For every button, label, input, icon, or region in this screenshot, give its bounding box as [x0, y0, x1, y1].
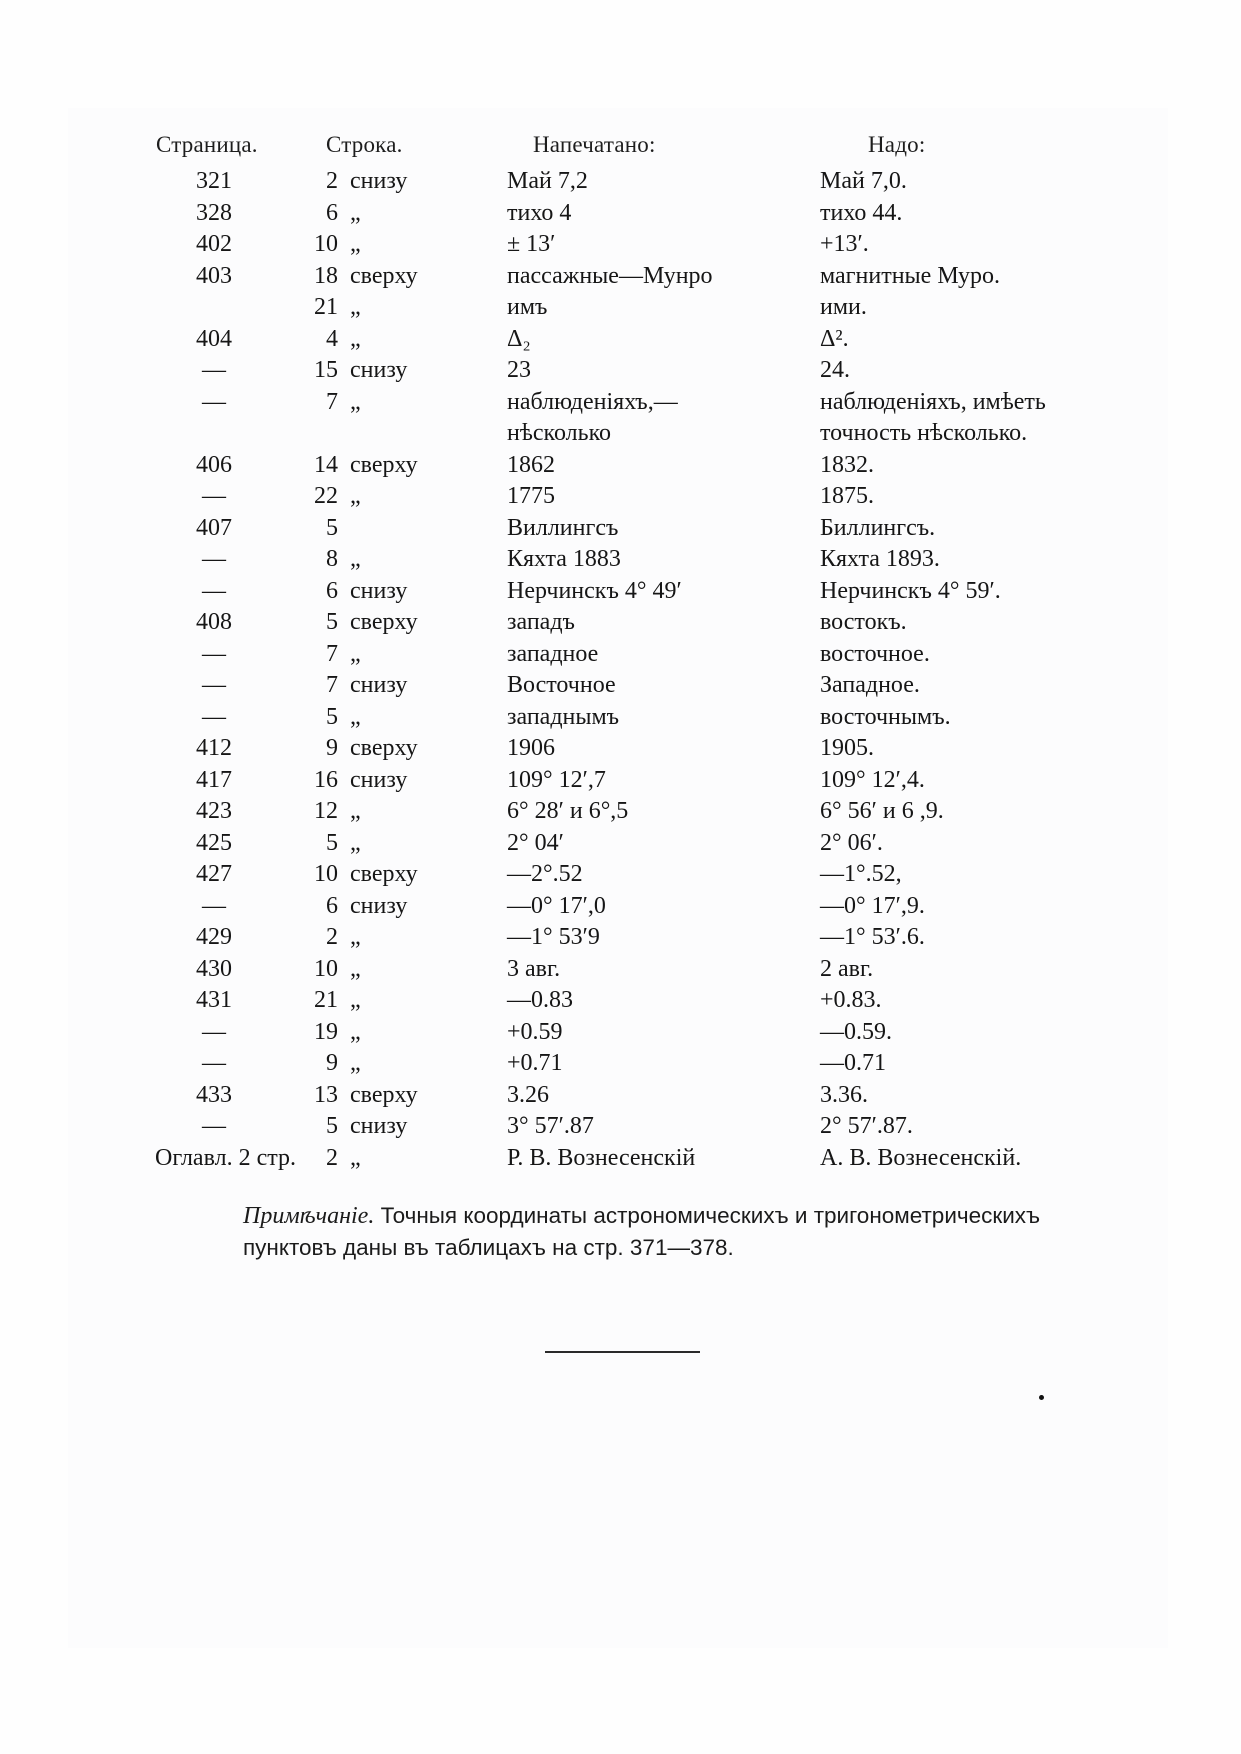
errata-table: [0, 168, 1241, 1176]
cell-direction: снизу: [350, 766, 408, 793]
table-row: [0, 452, 1241, 484]
cell-should-be: востокъ.: [820, 609, 907, 635]
cell-page: 423: [196, 798, 232, 824]
cell-should-be: +0.83.: [820, 987, 882, 1013]
table-row: [0, 1113, 1241, 1145]
table-row: [0, 294, 1241, 326]
cell-page: —: [202, 388, 226, 415]
cell-printed: 6° 28′ и 6°,5: [507, 798, 629, 824]
cell-printed: 1906: [507, 735, 555, 761]
table-row: [0, 483, 1241, 515]
cell-line: 21: [314, 294, 338, 320]
cell-should-be: 1905.: [820, 735, 874, 761]
footnote: [243, 1200, 1093, 1263]
cell-should-be: 1832.: [820, 451, 874, 478]
cell-page: —: [202, 357, 226, 383]
cell-direction: „: [350, 483, 361, 509]
header-should-be: Надо:: [868, 132, 926, 157]
table-row: [0, 200, 1241, 232]
cell-printed: 3 авг.: [507, 955, 561, 982]
cell-page: 406: [196, 451, 232, 478]
cell-direction: сверху: [350, 609, 418, 635]
table-row: [0, 326, 1241, 358]
cell-line: 16: [314, 766, 338, 793]
cell-printed: ± 13′: [507, 231, 556, 257]
cell-direction: „: [350, 199, 361, 226]
cell-line: 5: [326, 609, 338, 635]
cell-line: 6: [326, 577, 338, 604]
footnote-text: Точныя координаты астрономическихъ и тригонометрическихъ пунктовъ даны въ таблицахъ на стр. 371—378.: [243, 1203, 1041, 1260]
table-row: [0, 735, 1241, 767]
cell-direction: снизу: [350, 672, 408, 698]
cell-printed: Кяхта 1883: [507, 546, 621, 572]
cell-page: 433: [196, 1081, 232, 1108]
cell-should-be: Май 7,0.: [820, 168, 907, 194]
cell-direction: сверху: [350, 451, 418, 478]
table-row: [0, 168, 1241, 200]
cell-line: 22: [314, 483, 338, 509]
cell-direction: „: [350, 924, 361, 950]
cell-printed: —0° 17′,0: [507, 892, 606, 919]
table-row: [0, 641, 1241, 673]
cell-should-be: А. В. Вознесенскій.: [820, 1144, 1022, 1171]
header-line: Строка.: [326, 132, 403, 157]
section-divider: [545, 1351, 700, 1353]
cell-line: 7: [326, 672, 338, 698]
cell-direction: сверху: [350, 861, 418, 887]
cell-page: 408: [196, 609, 232, 635]
cell-page: —: [202, 703, 226, 730]
table-row: [0, 263, 1241, 295]
cell-should-be: 2 авг.: [820, 955, 874, 982]
cell-should-be: Нерчинскъ 4° 59′.: [820, 577, 1001, 604]
cell-printed: +0.71: [507, 1050, 563, 1076]
cell-should-be: Δ².: [820, 325, 849, 352]
cell-printed: —1° 53′9: [507, 924, 600, 950]
cell-direction: „: [350, 325, 361, 352]
cell-line: 2: [326, 1144, 338, 1171]
cell-direction: сверху: [350, 735, 418, 761]
cell-printed: —2°.52: [507, 861, 583, 887]
cell-should-be: —1°.52,: [820, 861, 902, 887]
cell-page: 430: [196, 955, 232, 982]
cell-page: 431: [196, 987, 232, 1013]
cell-should-be: +13′.: [820, 231, 869, 257]
table-row: [0, 672, 1241, 704]
cell-should-be: тихо 44.: [820, 199, 903, 226]
cell-line: 6: [326, 199, 338, 226]
table-row: [0, 578, 1241, 610]
cell-line: 7: [326, 640, 338, 667]
cell-page: 402: [196, 231, 232, 257]
cell-direction: „: [350, 388, 361, 415]
cell-printed: —0.83: [507, 987, 573, 1013]
cell-should-be: точность нѣсколько.: [820, 420, 1028, 446]
cell-printed: Нерчинскъ 4° 49′: [507, 577, 682, 604]
cell-line: 2: [326, 168, 338, 194]
cell-direction: „: [350, 987, 361, 1013]
cell-printed: западное: [507, 640, 599, 667]
cell-page: —: [202, 672, 226, 698]
cell-printed: нѣсколько: [507, 420, 612, 446]
cell-direction: снизу: [350, 1113, 408, 1139]
cell-should-be: 24.: [820, 357, 850, 383]
cell-page: 328: [196, 199, 232, 226]
cell-printed: 3.26: [507, 1081, 549, 1108]
cell-line: 5: [326, 703, 338, 730]
cell-line: 10: [314, 955, 338, 982]
cell-printed: тихо 4: [507, 199, 572, 226]
cell-should-be: восточное.: [820, 640, 930, 667]
cell-should-be: Кяхта 1893.: [820, 546, 940, 572]
cell-should-be: —0.71: [820, 1050, 886, 1076]
cell-printed: 1775: [507, 483, 555, 509]
cell-direction: „: [350, 546, 361, 572]
cell-printed: Май 7,2: [507, 168, 588, 194]
cell-direction: „: [350, 829, 361, 856]
table-row: [0, 1145, 1241, 1177]
table-row: [0, 357, 1241, 389]
cell-direction: снизу: [350, 577, 408, 604]
cell-printed: пассажные—Мунро: [507, 262, 713, 289]
cell-page: —: [202, 640, 226, 667]
cell-page: 429: [196, 924, 232, 950]
cell-page: 412: [196, 735, 232, 761]
cell-page: 427: [196, 861, 232, 887]
cell-should-be: 2° 57′.87.: [820, 1113, 913, 1139]
cell-page: —: [202, 577, 226, 604]
table-row: [0, 956, 1241, 988]
table-row: [0, 609, 1241, 641]
header-printed: Напечатано:: [533, 132, 656, 157]
cell-direction: снизу: [350, 357, 408, 383]
cell-page: 321: [196, 168, 232, 194]
cell-direction: „: [350, 1050, 361, 1076]
cell-direction: „: [350, 1018, 361, 1045]
cell-line: 5: [326, 1113, 338, 1139]
cell-should-be: 2° 06′.: [820, 829, 883, 856]
table-row: [0, 704, 1241, 736]
cell-should-be: ими.: [820, 294, 867, 320]
cell-printed: западнымъ: [507, 703, 620, 730]
table-header: [0, 132, 1241, 164]
cell-page: 425: [196, 829, 232, 856]
table-row: [0, 1019, 1241, 1051]
cell-line: 10: [314, 231, 338, 257]
cell-line: 13: [314, 1081, 338, 1108]
cell-line: 5: [326, 514, 338, 541]
table-row: [0, 924, 1241, 956]
cell-printed: Восточное: [507, 672, 616, 698]
cell-line: 19: [314, 1018, 338, 1045]
cell-line: 14: [314, 451, 338, 478]
cell-should-be: наблюденіяхъ, имѣеть: [820, 388, 1046, 415]
cell-line: 4: [326, 325, 338, 352]
cell-line: 21: [314, 987, 338, 1013]
table-row: [0, 767, 1241, 799]
cell-direction: „: [350, 703, 361, 730]
cell-direction: „: [350, 640, 361, 667]
cell-direction: „: [350, 231, 361, 257]
cell-printed: западъ: [507, 609, 575, 635]
cell-should-be: 1875.: [820, 483, 874, 509]
table-row: [0, 1050, 1241, 1082]
cell-page: —: [202, 1113, 226, 1139]
table-row: [0, 1082, 1241, 1114]
cell-printed: Δ₂: [507, 325, 531, 352]
cell-direction: снизу: [350, 168, 408, 194]
cell-printed: Виллингсъ: [507, 514, 619, 541]
cell-line: 2: [326, 924, 338, 950]
cell-page: 407: [196, 514, 232, 541]
cell-direction: сверху: [350, 1081, 418, 1108]
cell-page: —: [202, 1050, 226, 1076]
cell-page: —: [202, 483, 226, 509]
cell-should-be: —0° 17′,9.: [820, 892, 925, 919]
cell-printed: +0.59: [507, 1018, 563, 1045]
cell-printed: 109° 12′,7: [507, 766, 606, 793]
table-row: [0, 830, 1241, 862]
cell-line: 12: [314, 798, 338, 824]
cell-page: —: [202, 1018, 226, 1045]
cell-page: 417: [196, 766, 232, 793]
cell-page: Оглавл. 2 стр.: [155, 1144, 297, 1171]
cell-printed: Р. В. Вознесенскій: [507, 1144, 696, 1171]
cell-line: 7: [326, 388, 338, 415]
table-row: [0, 546, 1241, 578]
cell-line: 18: [314, 262, 338, 289]
cell-direction: „: [350, 294, 361, 320]
cell-direction: „: [350, 1144, 361, 1171]
cell-printed: наблюденіяхъ,—: [507, 388, 678, 415]
cell-line: 15: [314, 357, 338, 383]
cell-printed: 1862: [507, 451, 555, 478]
cell-line: 8: [326, 546, 338, 572]
cell-printed: имъ: [507, 294, 548, 320]
cell-should-be: 3.36.: [820, 1081, 868, 1108]
table-row: [0, 798, 1241, 830]
cell-printed: 23: [507, 357, 531, 383]
cell-page: —: [202, 892, 226, 919]
cell-direction: „: [350, 955, 361, 982]
cell-page: —: [202, 546, 226, 572]
cell-should-be: —0.59.: [820, 1018, 892, 1045]
cell-line: 9: [326, 735, 338, 761]
table-row: [0, 231, 1241, 263]
table-row: [0, 420, 1241, 452]
cell-page: 403: [196, 262, 232, 289]
cell-line: 5: [326, 829, 338, 856]
cell-direction: снизу: [350, 892, 408, 919]
cell-should-be: 109° 12′,4.: [820, 766, 925, 793]
cell-should-be: Западное.: [820, 672, 920, 698]
table-row: [0, 893, 1241, 925]
cell-page: 404: [196, 325, 232, 352]
cell-should-be: восточнымъ.: [820, 703, 951, 730]
cell-should-be: —1° 53′.6.: [820, 924, 925, 950]
table-row: [0, 987, 1241, 1019]
header-page: Страница.: [156, 132, 258, 157]
cell-direction: „: [350, 798, 361, 824]
cell-line: 6: [326, 892, 338, 919]
footnote-heading: Примѣчаніе.: [243, 1203, 375, 1229]
cell-line: 9: [326, 1050, 338, 1076]
cell-should-be: магнитные Муро.: [820, 262, 1001, 289]
table-row: [0, 861, 1241, 893]
ink-speck: [1039, 1395, 1044, 1400]
cell-printed: 3° 57′.87: [507, 1113, 594, 1139]
cell-printed: 2° 04′: [507, 829, 564, 856]
table-row: [0, 389, 1241, 421]
cell-direction: сверху: [350, 262, 418, 289]
cell-should-be: 6° 56′ и 6 ,9.: [820, 798, 944, 824]
cell-line: 10: [314, 861, 338, 887]
cell-should-be: Биллингсъ.: [820, 514, 936, 541]
table-row: [0, 515, 1241, 547]
